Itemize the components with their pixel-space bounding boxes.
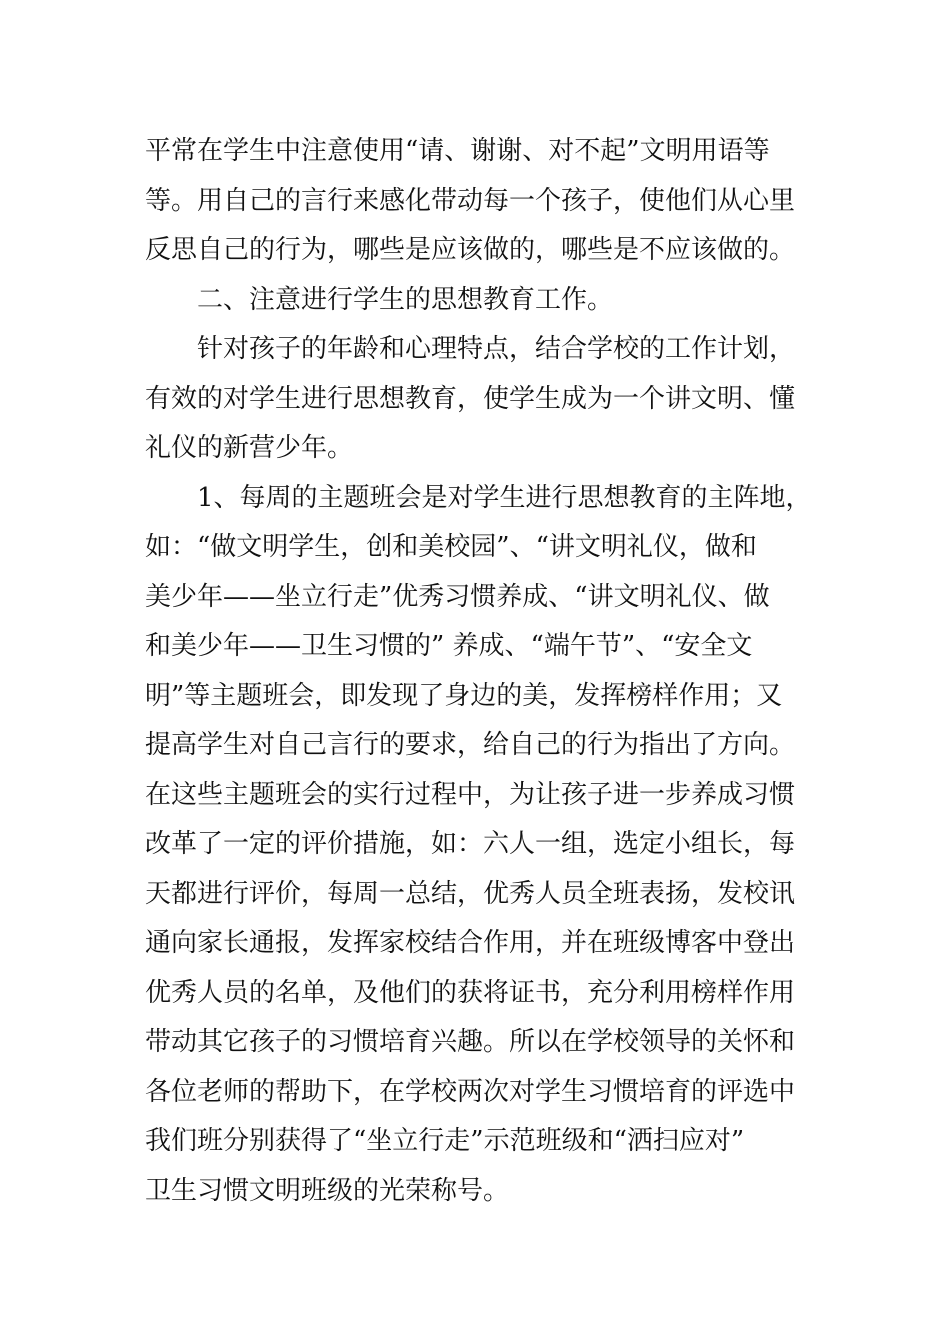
text-line: 如：“做文明学生，创和美校园”、“讲文明礼仪，做和 xyxy=(145,532,757,562)
text-line: 和美少年——卫生习惯的” 养成、“端午节”、“安全文 xyxy=(145,631,753,661)
text-line: 明”等主题班会，即发现了身边的美，发挥榜样作用；又 xyxy=(145,680,783,711)
document-body xyxy=(145,127,810,1216)
text-line: 各位老师的帮助下，在学校两次对学生习惯培育的评选中 xyxy=(145,1076,796,1107)
text-line: 卫生习惯文明班级的光荣称号。 xyxy=(145,1175,510,1206)
text-line: 带动其它孩子的习惯培育兴趣。所以在学校领导的关怀和 xyxy=(145,1027,796,1057)
paragraph-first-line: 针对孩子的年龄和心理特点，结合学校的工作计划， xyxy=(197,334,796,364)
section-heading: 二、注意进行学生的思想教育工作。 xyxy=(197,284,614,315)
text-line: 等。用自己的言行来感化带动每一个孩子，使他们从心里 xyxy=(145,185,796,216)
text-line: 美少年——坐立行走”优秀习惯养成、“讲文明礼仪、做 xyxy=(145,581,770,612)
text-line: 改革了一定的评价措施，如：六人一组，选定小组长，每 xyxy=(145,829,796,859)
text-line: 提高学生对自己言行的要求，给自己的行为指出了方向。 xyxy=(145,730,796,760)
text-line: 天都进行评价，每周一总结，优秀人员全班表扬，发校讯 xyxy=(145,878,796,909)
text-line: 礼仪的新营少年。 xyxy=(145,433,354,463)
text-line: 在这些主题班会的实行过程中，为让孩子进一步养成习惯 xyxy=(145,779,796,810)
text-line: 我们班分别获得了“坐立行走”示范班级和“洒扫应对” xyxy=(145,1126,745,1156)
text-line: 有效的对学生进行思想教育，使学生成为一个讲文明、懂 xyxy=(145,383,796,414)
text-line: 通向家长通报，发挥家校结合作用，并在班级博客中登出 xyxy=(145,928,796,958)
text-line: 平常在学生中注意使用“请、谢谢、对不起”文明用语等 xyxy=(145,136,770,166)
paragraph-first-line: 1、每周的主题班会是对学生进行思想教育的主阵地， xyxy=(197,482,812,513)
text-line: 优秀人员的名单，及他们的获将证书，充分利用榜样作用 xyxy=(145,977,796,1008)
text-line: 反思自己的行为，哪些是应该做的，哪些是不应该做的。 xyxy=(145,235,796,265)
